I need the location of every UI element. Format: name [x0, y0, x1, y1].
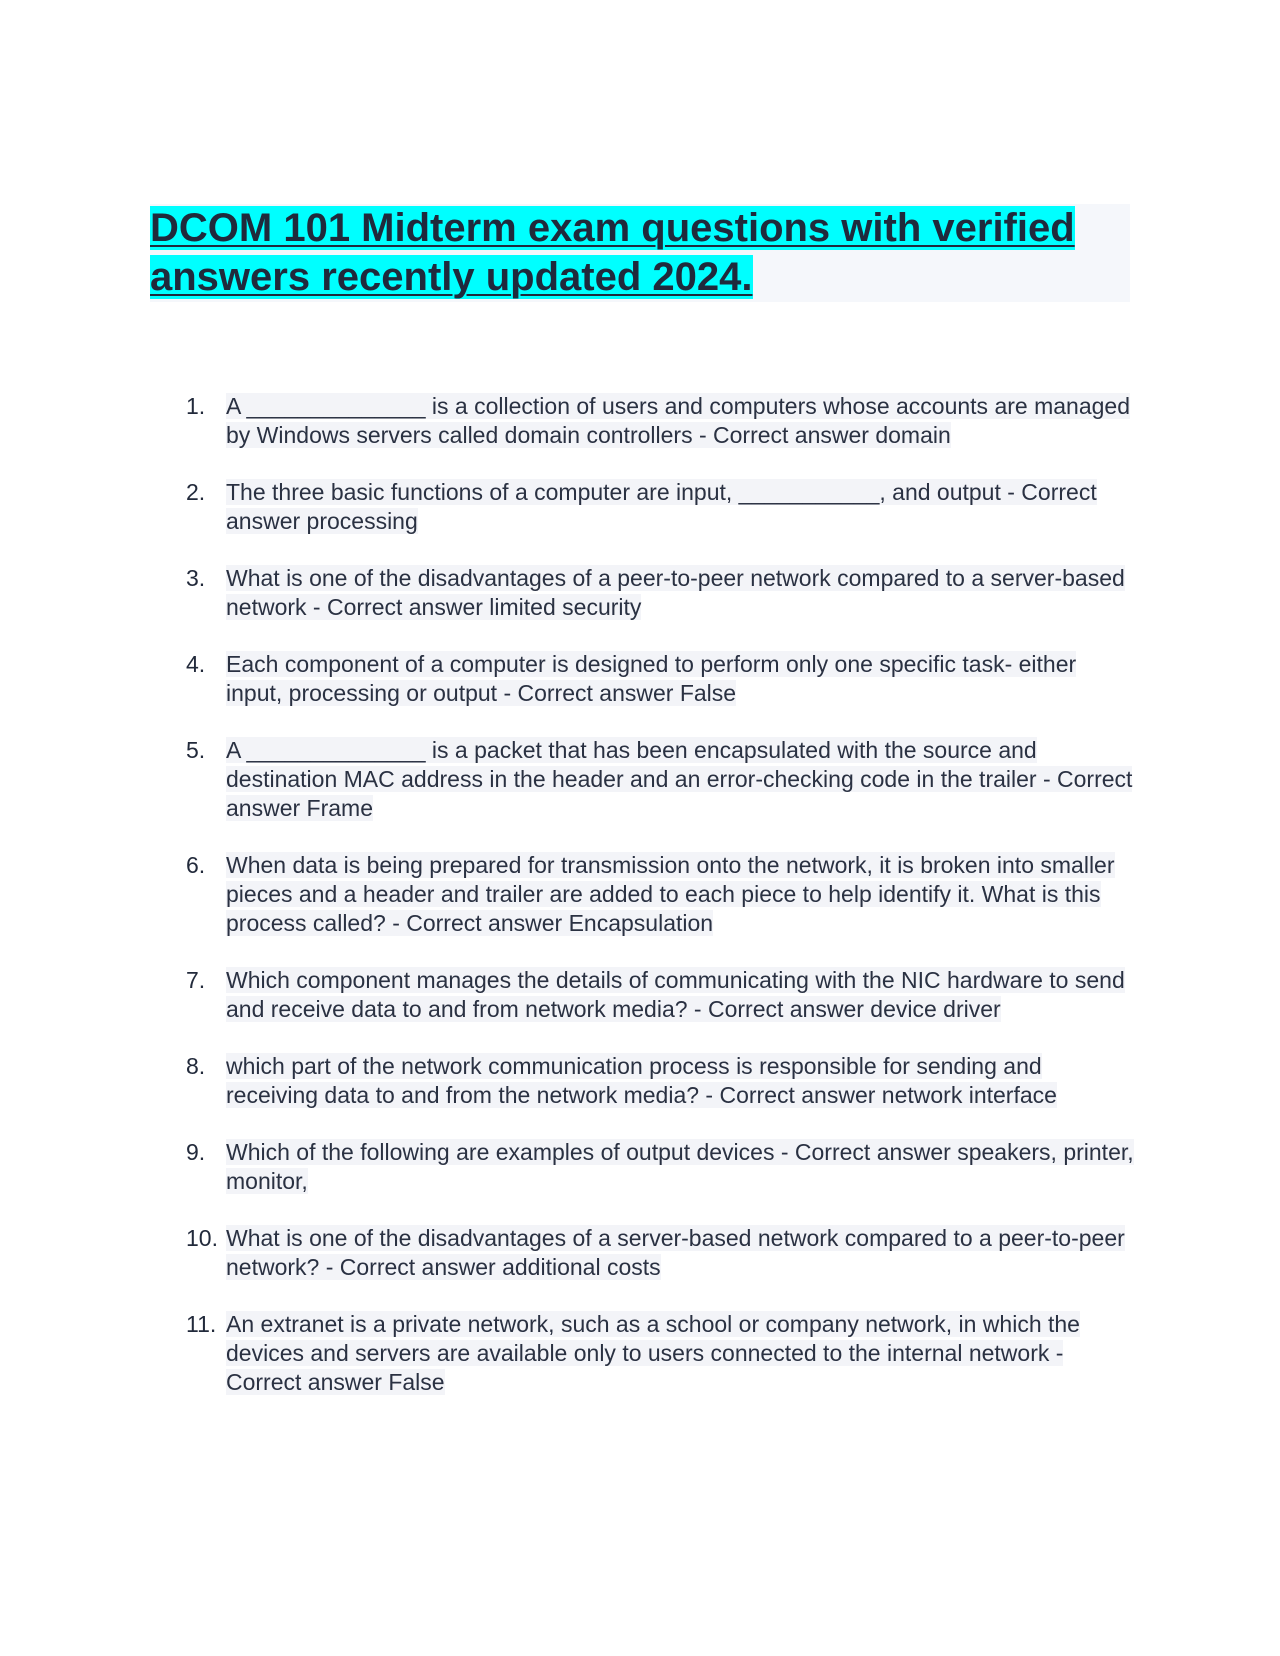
item-number: 3.: [186, 565, 206, 591]
item-text: A ______________ is a packet that has been encapsulated with the source and destination MAC address in the header and an error-checking code in the trailer - Correct answer Frame: [226, 737, 1133, 821]
item-text: When data is being prepared for transmission onto the network, it is broken into smaller pieces and a header and trailer are added to each piece to help identify it. What is this process called? - Correct answer Encapsulation: [226, 852, 1115, 936]
item-number: 10.: [186, 1225, 218, 1251]
list-item: [186, 736, 1136, 823]
item-text: What is one of the disadvantages of a peer-to-peer network compared to a server-based network - Correct answer limited security: [226, 565, 1125, 620]
list-item: [186, 966, 1136, 1024]
item-number: 6.: [186, 852, 206, 878]
item-number: 9.: [186, 1139, 206, 1165]
item-text: Which component manages the details of communicating with the NIC hardware to send and receive data to and from network media? - Correct answer device driver: [226, 967, 1125, 1022]
list-item: [186, 1052, 1136, 1110]
document-title: [150, 204, 1130, 302]
list-item: [186, 1224, 1136, 1282]
item-text: Which of the following are examples of output devices - Correct answer speakers, printer, monitor,: [226, 1139, 1134, 1194]
list-item: [186, 1310, 1136, 1397]
list-item: [186, 392, 1136, 450]
question-list: [186, 392, 1136, 1425]
title-block: [150, 204, 1130, 302]
item-text: An extranet is a private network, such as a school or company network, in which the devices and servers are available only to users connected to the internal network - Correct answer False: [226, 1311, 1080, 1395]
item-text: which part of the network communication process is responsible for sending and receiving data to and from the network media? - Correct answer network interface: [226, 1053, 1057, 1108]
item-text: What is one of the disadvantages of a server-based network compared to a peer-to-peer network? - Correct answer additional costs: [226, 1225, 1125, 1280]
item-number: 1.: [186, 393, 206, 419]
item-text: Each component of a computer is designed to perform only one specific task- either input, processing or output - Correct answer False: [226, 651, 1077, 706]
list-item: [186, 851, 1136, 938]
item-number: 4.: [186, 651, 206, 677]
list-item: [186, 1138, 1136, 1196]
item-number: 7.: [186, 967, 206, 993]
document-title-text: DCOM 101 Midterm exam questions with verified answers recently updated 2024.: [150, 206, 1075, 299]
list-item: [186, 478, 1136, 536]
item-number: 2.: [186, 479, 206, 505]
item-number: 11.: [186, 1311, 217, 1337]
list-item: [186, 650, 1136, 708]
item-text: The three basic functions of a computer are input, ___________, and output - Correct answer processing: [226, 479, 1097, 534]
list-item: [186, 564, 1136, 622]
item-number: 8.: [186, 1053, 206, 1079]
item-text: A ______________ is a collection of users and computers whose accounts are managed by Windows servers called domain controllers - Correct answer domain: [226, 393, 1130, 448]
item-number: 5.: [186, 737, 206, 763]
